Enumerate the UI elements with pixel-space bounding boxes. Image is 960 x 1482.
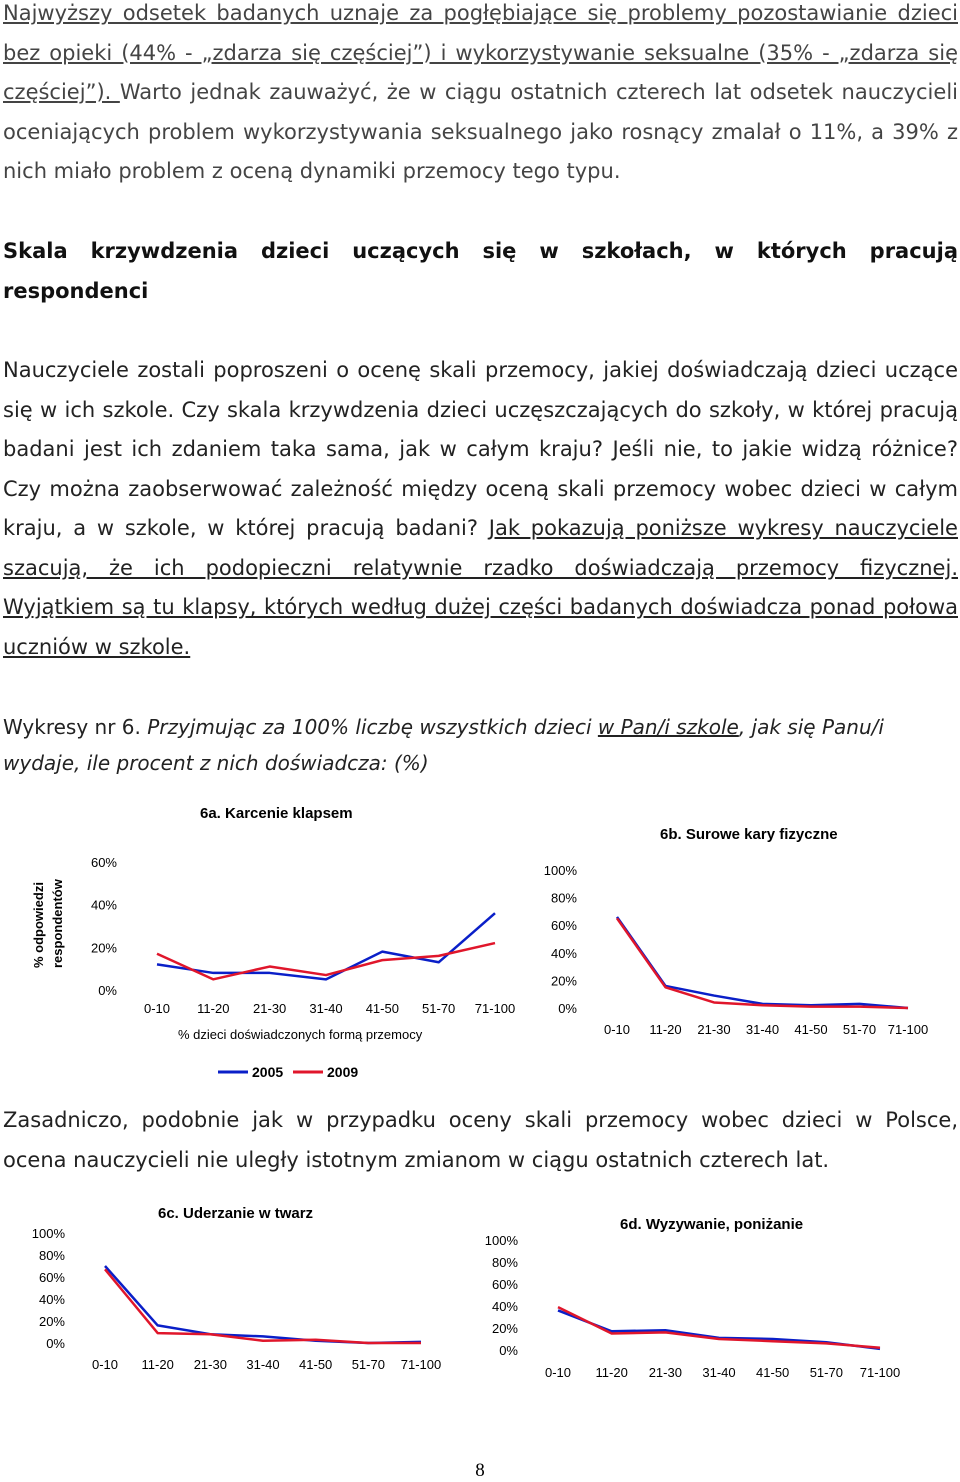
x-tick-label: 51-70 — [842, 1022, 877, 1037]
y-tick-label: 60% — [90, 855, 117, 870]
y-tick-label: 40% — [550, 945, 577, 961]
paragraph-method-text: Nauczyciele zostali poproszeni o ocenę skali przemocy, jakiej doświadczają dzieci uczące się w ich szkole. Czy skala krzywdzenia dzieci uczęszczających do szkoły, w której pracują badani jest ich zdaniem taka sama, jak w całym kraju? Jeśli nie, to jakie widzą różnice? Czy można zaobserwować zależność między oceną skali przemocy wobec dzieci w całym kraju, a w szkole, w której pracują badani? — [3, 358, 958, 540]
y-axis-label-line1: % odpowiedzi — [31, 882, 46, 968]
paragraph-method — [3, 351, 958, 667]
y-axis-label-line2: respondentów — [50, 879, 65, 968]
y-tick-label: 100% — [543, 863, 577, 878]
y-tick-label: 0% — [558, 1001, 577, 1016]
series-line-2005 — [105, 1266, 421, 1343]
x-tick-label: 11-20 — [141, 1357, 174, 1372]
chart-6c — [25, 1200, 455, 1380]
y-tick-label: 20% — [491, 1321, 518, 1336]
chart-legend — [218, 1064, 378, 1087]
x-tick-label: 31-40 — [745, 1022, 780, 1037]
x-tick-label: 71-100 — [474, 1001, 516, 1016]
y-tick-label: 80% — [550, 890, 577, 906]
y-axis-label — [25, 860, 75, 980]
chart-title: 6a. Karcenie klapsem — [200, 805, 353, 822]
x-tick-label: 0-10 — [544, 1365, 572, 1380]
x-tick-label: 31-40 — [309, 1001, 343, 1016]
paragraph-intro-rest: Warto jednak zauważyć, że w ciągu ostatnich czterech lat odsetek nauczycieli oceniających problem wykorzystywania seksualnego jako rosnący zmalał o 11%, a 39% z nich miało problem z oceną dynamiki przemocy tego typu. — [3, 80, 958, 183]
y-tick-label: 80% — [491, 1255, 518, 1270]
x-tick-label: 71-100 — [887, 1022, 929, 1037]
series-line-2009 — [105, 1269, 421, 1343]
y-tick-label: 60% — [550, 918, 577, 934]
caption-italic-2: , jak się Panu/i wydaje, ile procent z nich doświadcza: (%) — [3, 715, 884, 775]
page-number: 8 — [475, 1460, 485, 1481]
x-tick-label: 31-40 — [702, 1365, 736, 1380]
y-tick-label: 20% — [550, 973, 577, 989]
x-tick-label: 0-10 — [91, 1357, 119, 1372]
y-tick-label: 0% — [98, 983, 117, 998]
y-tick-label: 60% — [38, 1270, 65, 1285]
series-line-2009 — [157, 943, 495, 979]
y-tick-label: 40% — [90, 897, 117, 913]
x-tick-label: 41-50 — [365, 1001, 399, 1016]
x-tick-label: 21-30 — [697, 1022, 731, 1037]
chart-6d — [475, 1210, 915, 1390]
y-tick-label: 60% — [491, 1277, 518, 1292]
x-tick-label: 11-20 — [595, 1365, 628, 1380]
chart-6a — [85, 800, 515, 1050]
y-tick-label: 40% — [38, 1292, 65, 1307]
legend-label-2009: 2009 — [327, 1064, 359, 1080]
y-tick-label: 0% — [46, 1336, 65, 1351]
series-line-2009 — [558, 1307, 880, 1348]
x-tick-label: 31-40 — [246, 1357, 280, 1372]
x-tick-label: 71-100 — [859, 1365, 901, 1380]
series-line-2009 — [617, 918, 908, 1008]
x-tick-label: 51-70 — [351, 1357, 385, 1372]
chart-6b — [540, 820, 960, 1050]
y-tick-label: 100% — [31, 1226, 65, 1241]
x-axis-label: % dzieci doświadczonych formą przemocy — [178, 1027, 423, 1042]
x-tick-label: 21-30 — [193, 1357, 227, 1372]
y-tick-label: 20% — [90, 940, 117, 956]
paragraph-method-finding: Jak pokazują poniższe wykresy nauczyciele szacują, że ich podopieczni relatywnie rzadko doświadczają przemocy fizycznej. Wyjątkiem są tu klapsy, których według dużej części badanych doświadcza ponad połowa uczniów w szkole. — [3, 516, 958, 659]
legend-label-2005: 2005 — [252, 1064, 284, 1080]
series-line-2005 — [617, 917, 908, 1008]
y-tick-label: 100% — [484, 1233, 518, 1248]
paragraph-summary: Zasadniczo, podobnie jak w przypadku oceny skali przemocy wobec dzieci w Polsce, ocena nauczycieli nie uległy istotnym zmianom w ciągu ostatnich czterech lat. — [3, 1108, 958, 1172]
series-line-2005 — [157, 913, 495, 979]
x-tick-label: 71-100 — [400, 1357, 442, 1372]
chart-title: 6d. Wyzywanie, poniżanie — [620, 1216, 804, 1233]
legend-svg — [218, 1064, 378, 1084]
x-tick-label: 41-50 — [794, 1022, 828, 1037]
x-tick-label: 0-10 — [603, 1022, 631, 1037]
x-tick-label: 11-20 — [197, 1001, 230, 1016]
y-tick-label: 80% — [38, 1248, 65, 1263]
chart-title: 6b. Surowe kary fizyczne — [660, 826, 838, 843]
caption-lead: Wykresy nr 6. — [3, 715, 148, 739]
section-heading: Skala krzywdzenia dzieci uczących się w szkołach, w których pracują respondenci — [3, 239, 958, 303]
figure-caption — [3, 709, 958, 781]
x-tick-label: 21-30 — [648, 1365, 682, 1380]
chart-title: 6c. Uderzanie w twarz — [158, 1205, 314, 1222]
x-tick-label: 41-50 — [299, 1357, 333, 1372]
x-tick-label: 41-50 — [756, 1365, 790, 1380]
caption-italic-1: Przyjmując za 100% liczbę wszystkich dzieci — [147, 715, 598, 739]
x-tick-label: 51-70 — [422, 1001, 456, 1016]
caption-italic-underlined: w Pan/i szkole — [597, 715, 739, 739]
y-tick-label: 0% — [499, 1343, 518, 1358]
y-tick-label: 20% — [38, 1314, 65, 1329]
x-tick-label: 21-30 — [253, 1001, 287, 1016]
x-tick-label: 0-10 — [143, 1001, 171, 1016]
x-tick-label: 51-70 — [809, 1365, 843, 1380]
x-tick-label: 11-20 — [649, 1022, 682, 1037]
y-tick-label: 40% — [491, 1299, 518, 1314]
paragraph-intro — [3, 0, 958, 192]
paragraph-intro-lead: Najwyższy odsetek badanych uznaje za pogłębiające się problemy pozostawianie dzieci bez opieki (44% - „zdarza się częściej”) i wykorzystywanie seksualne (35% - „zdarza się częściej”). — [3, 1, 958, 104]
